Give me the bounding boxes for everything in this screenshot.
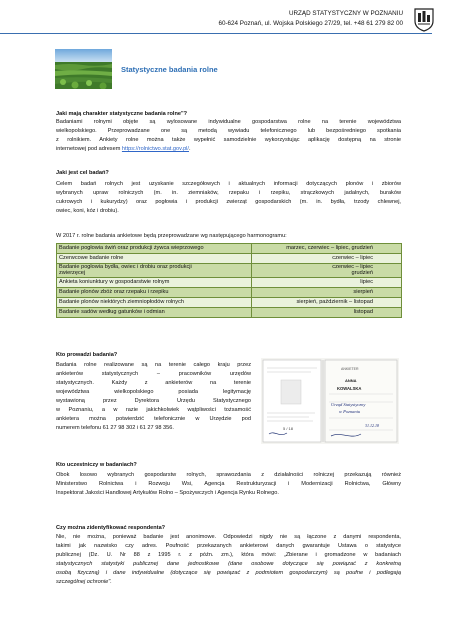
institution-address: 60-624 Poznań, ul. Wojska Polskiego 27/29, tel. +48 61 279 82 00 xyxy=(218,20,403,27)
survey-name-cell: Czerwcowe badanie rolne xyxy=(57,254,252,264)
survey-name-line: Badanie pogłowia bydła, owiec i drobiu oraz produkcji xyxy=(59,264,192,270)
header-divider xyxy=(0,33,432,34)
survey-name-cell: Badanie sadów według gatunków i odmian xyxy=(57,307,252,317)
schedule-cell: marzec, czerwiec – lipiec, grudzień xyxy=(252,244,402,254)
body-line: ankieterów statystycznych – pracowników urzędów xyxy=(56,371,251,377)
table-row xyxy=(57,254,402,264)
schedule-cell: sierpień, październik – listopad xyxy=(252,297,402,307)
id-valid-date: 31.12.18 xyxy=(365,423,379,428)
body-line: ankietera można potwierdzić telefonicznie w Urzędzie pod xyxy=(56,416,251,422)
section-heading: Czy można zidentyfikować respondenta? xyxy=(56,525,166,531)
table-row xyxy=(57,307,402,317)
body-line: z rolnikiem. Ankiety rolne można także wypełnić samodzielnie wykorzystując aplikację dostępną na stronie xyxy=(56,137,401,143)
table-row xyxy=(57,244,402,254)
body-line: cukrowych i kukurydzy) oraz pogłowia i produkcji zwierząt gospodarskich (m. in. bydła, trzody chlewnej, xyxy=(56,199,401,205)
potato-field-image xyxy=(55,49,112,89)
body-line: takimi jak nazwisko czy adres. Poufność przekazanych ankieterowi danych gwarantuje Ustawa o statystyce xyxy=(56,543,401,549)
survey-app-link[interactable]: https://rolnictwo.stat.gov.pl/ xyxy=(121,146,189,152)
id-card-type: ANKIETER xyxy=(341,367,359,371)
body-line: osobą fizyczną) i dane indywidualne (dotyczące się powiązać z podmiotem gospodarczym) są poufne i podlegają xyxy=(56,570,401,576)
section-heading: Kto uczestniczy w badaniach? xyxy=(56,462,137,468)
table-row xyxy=(57,297,402,307)
schedule-line: czerwiec – lipiec xyxy=(332,264,373,270)
survey-name-cell: Badanie pogłowia świń oraz produkcji żywca wieprzowego xyxy=(57,244,252,254)
schedule-cell: sierpień xyxy=(252,287,402,297)
body-text: . xyxy=(188,146,191,152)
body-line: województwa wielkopolskiego posiada legitymację xyxy=(56,389,251,395)
survey-name-cell: Ankieta koniunktury w gospodarstwie rolnym xyxy=(57,277,252,287)
survey-name-line: zwierzęcej xyxy=(59,270,86,277)
body-line: owiec, koni, kóz i drobiu). xyxy=(56,208,119,214)
survey-name-cell: Badanie plonów zbóż oraz rzepaku i rzepiku xyxy=(57,287,252,297)
survey-name-cell: Badanie plonów niektórych ziemniopłodów rolnych xyxy=(57,297,252,307)
table-row xyxy=(57,277,402,287)
schedule-cell: czerwiec – lipiec xyxy=(252,254,402,264)
body-line: w Poznaniu, a w razie jakichkolwiek wątpliwości tożsamość xyxy=(56,407,251,413)
body-line: Nie, nie można, ponieważ badanie jest anonimowe. Odpowiedzi nigdy nie są łączone z danymi respondenta, xyxy=(56,534,401,540)
id-office-line: w Poznaniu xyxy=(339,409,361,414)
id-surname: KOWALSKA xyxy=(337,386,362,391)
body-line: Obok losowo wybranych gospodarstw rolnych, sprawozdania z działalności rolniczej przekazują również xyxy=(56,472,401,478)
id-first-name: ANNA xyxy=(345,378,357,383)
section-heading: Jaki jest cel badań? xyxy=(56,170,109,176)
section-heading: Jaki mają charakter statystyczne badania rolne"? xyxy=(56,111,188,117)
survey-name-cell xyxy=(57,264,252,278)
schedule-cell: listopad xyxy=(252,307,402,317)
table-row xyxy=(57,287,402,297)
table-row xyxy=(57,264,402,278)
body-line: wybranych upraw rolniczych (m. in. ziemniaków, rzepaku i rzepiku, strączkowych jadalnych, buraków xyxy=(56,190,401,196)
body-line: Inspektorat Jakości Handlowej Artykułów Rolno – Spożywczych i Agencja Rynku Rolnego. xyxy=(56,490,279,496)
institution-name: URZĄD STATYSTYCZNY W POZNANIU xyxy=(288,10,403,17)
page-header xyxy=(0,0,452,40)
gus-logo-icon xyxy=(413,7,435,32)
body-line: Badaniami rolnymi objęte są wylosowane indywidualne gospodarstwa rolne na terenie województwa xyxy=(56,119,401,125)
body-line: wystawioną przez Dyrektora Urzędu Statystycznego xyxy=(56,398,251,404)
id-office-line: Urząd Statystyczny xyxy=(331,402,366,407)
schedule-cell xyxy=(252,264,402,278)
body-line xyxy=(56,146,401,153)
body-line: Celem badań rolnych jest uzyskanie szczegółowych i aktualnych informacji dotyczących plonów i zbiorów xyxy=(56,181,401,187)
body-text: internetowej pod adresem xyxy=(56,146,122,152)
id-card-image xyxy=(261,358,399,444)
schedule-table xyxy=(56,243,402,318)
schedule-cell: lipiec xyxy=(252,277,402,287)
body-line: publicznej (Dz. U. Nr 88 z 1995 r. z późn. zm.), która mówi: „Zbierane i gromadzone w badaniach xyxy=(56,552,401,558)
body-line: statystycznych. Każdy z ankieterów na terenie xyxy=(56,380,251,386)
body-line: wielkopolskiego. Przeprowadzane one są metodą wywiadu telefonicznego lub bezpośredniego spotkania xyxy=(56,128,401,134)
schedule-line: grudzień xyxy=(351,270,373,277)
body-line: Ministerstwo Rolnictwa i Rozwoju Wsi, Agencja Restrukturyzacji i Modernizacji Rolnictwa, Główny xyxy=(56,481,401,487)
body-line: numerem telefonu 61 27 98 302 i 61 27 98 356. xyxy=(56,425,174,431)
body-line: szczególnej ochronie". xyxy=(56,579,112,585)
schedule-intro: W 2017 r. rolne badania ankietowe będą przeprowadzane wg następującego harmonogramu: xyxy=(56,233,287,239)
document-title: Statystyczne badania rolne xyxy=(121,65,218,74)
body-line: statystycznych statystyki publicznej dane jednostkowe (dane osobowe dotyczące się powiązać z konkretną xyxy=(56,561,401,567)
id-number: 5 / 18 xyxy=(283,426,294,431)
body-line: Badania rolne realizowane są na terenie całego kraju przez xyxy=(56,362,251,368)
section-heading: Kto prowadzi badania? xyxy=(56,352,118,358)
